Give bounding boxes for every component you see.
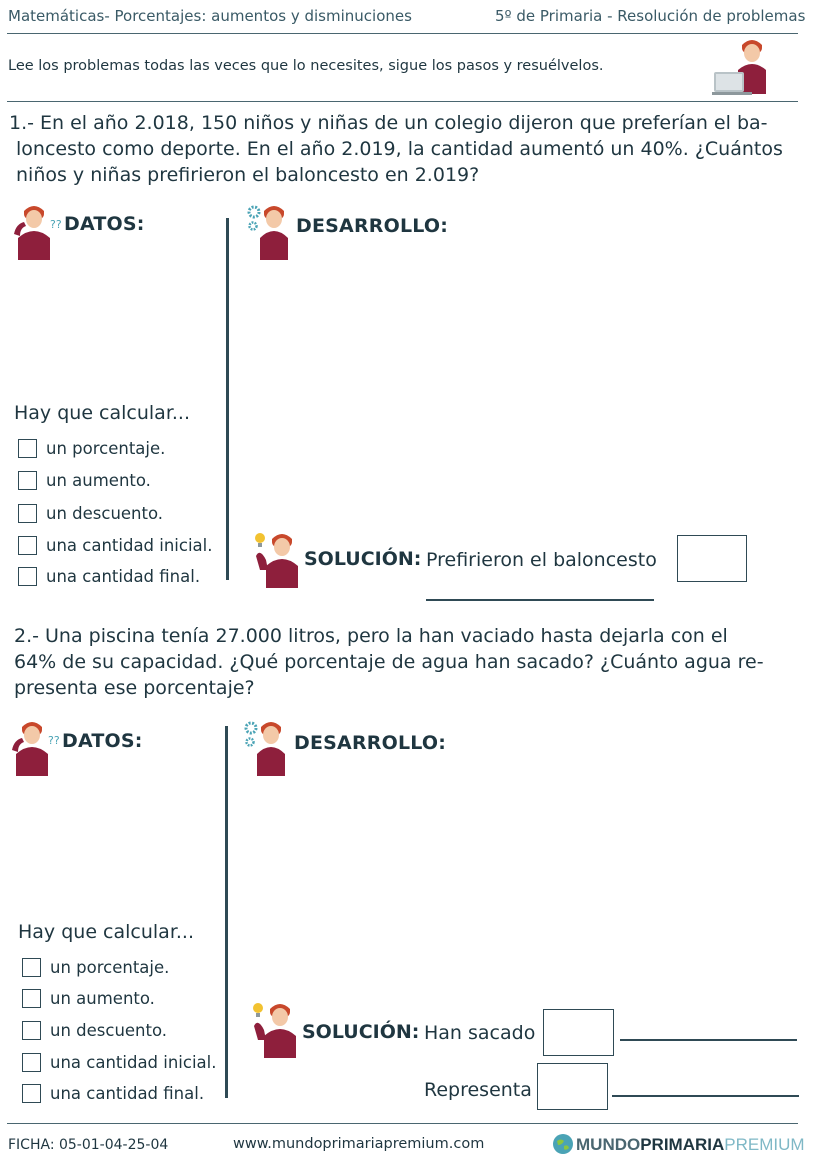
option-aumento-1[interactable]: un aumento. — [18, 469, 151, 491]
checkbox[interactable] — [18, 439, 37, 458]
option-porcentaje-2[interactable]: un porcentaje. — [22, 956, 169, 978]
header-subject: Matemáticas- Porcentajes: aumentos y disminuciones — [8, 7, 412, 25]
problem1-line2: loncesto como deporte. En el año 2.019, la cantidad aumentó un 40%. ¿Cuántos — [16, 138, 783, 160]
header-level: 5º de Primaria - Resolución de problemas — [495, 7, 806, 25]
desarrollo-heading-2: DESARROLLO: — [294, 732, 447, 754]
lightbulb-student-icon — [252, 530, 298, 588]
checkbox[interactable] — [18, 567, 37, 586]
column-divider-2 — [225, 726, 228, 1098]
problem1-line3: niños y niñas prefirieron el baloncesto en 2.019? — [16, 164, 480, 186]
footer-divider — [7, 1123, 798, 1124]
checkbox[interactable] — [18, 471, 37, 490]
gear-student-icon — [243, 720, 287, 776]
brand-primaria: PRIMARIA — [640, 1135, 725, 1154]
brand-logo — [576, 1135, 805, 1155]
checkbox[interactable] — [22, 1084, 41, 1103]
lightbulb-student-icon — [250, 1000, 296, 1058]
option-cantidad-final-2[interactable]: una cantidad final. — [22, 1082, 204, 1104]
checkbox[interactable] — [22, 958, 41, 977]
brand-premium: PREMIUM — [724, 1135, 805, 1154]
answer-line-1[interactable] — [426, 599, 654, 601]
option-descuento-1[interactable]: un descuento. — [18, 502, 163, 524]
brand-mundo: MUNDO — [576, 1135, 641, 1154]
option-porcentaje-1[interactable]: un porcentaje. — [18, 437, 165, 459]
option-aumento-2[interactable]: un aumento. — [22, 987, 155, 1009]
checkbox[interactable] — [18, 536, 37, 555]
option-cantidad-inicial-1[interactable]: una cantidad inicial. — [18, 534, 213, 556]
answer-line-han-sacado[interactable] — [620, 1039, 797, 1041]
answer-box-1[interactable] — [677, 535, 747, 582]
option-cantidad-final-1[interactable]: una cantidad final. — [18, 565, 200, 587]
gear-student-icon — [246, 204, 290, 260]
globe-logo-icon — [552, 1133, 574, 1159]
problem1-line1: 1.- En el año 2.018, 150 niños y niñas de un colegio dijeron que preferían el ba- — [9, 112, 768, 134]
answer-text-1: Prefirieron el baloncesto — [426, 549, 657, 571]
footer-url[interactable]: www.mundoprimariapremium.com — [233, 1136, 485, 1152]
option-cantidad-inicial-2[interactable]: una cantidad inicial. — [22, 1051, 217, 1073]
hay-que-calcular-2: Hay que calcular... — [18, 921, 195, 943]
hay-que-calcular-1: Hay que calcular... — [14, 402, 191, 424]
answer-text-han-sacado: Han sacado — [424, 1022, 536, 1044]
option-descuento-2[interactable]: un descuento. — [22, 1019, 167, 1041]
checkbox[interactable] — [22, 989, 41, 1008]
problem2-line2: 64% de su capacidad. ¿Qué porcentaje de agua han sacado? ¿Cuánto agua re- — [14, 651, 764, 673]
ficha-code: FICHA: 05-01-04-25-04 — [8, 1137, 169, 1153]
checkbox[interactable] — [22, 1021, 41, 1040]
svg-text:??: ?? — [50, 218, 62, 231]
problem2-line1: 2.- Una piscina tenía 27.000 litros, pero la han vaciado hasta dejarla con el — [14, 625, 728, 647]
answer-line-representa[interactable] — [612, 1095, 799, 1097]
instructions-divider — [7, 101, 798, 102]
datos-heading-1: DATOS: — [64, 213, 145, 235]
desarrollo-heading-1: DESARROLLO: — [296, 215, 449, 237]
column-divider-1 — [226, 218, 229, 580]
answer-box-han-sacado[interactable] — [543, 1009, 614, 1056]
datos-heading-2: DATOS: — [62, 730, 143, 752]
thinking-student-icon — [10, 720, 62, 776]
answer-text-representa: Representa — [424, 1079, 532, 1101]
thinking-student-icon — [12, 204, 64, 260]
checkbox[interactable] — [18, 504, 37, 523]
header-divider — [7, 33, 798, 34]
solucion-label-2: SOLUCIÓN: — [302, 1021, 420, 1043]
student-laptop-illustration — [712, 36, 772, 98]
answer-box-representa[interactable] — [537, 1063, 608, 1110]
instructions: Lee los problemas todas las veces que lo necesites, sigue los pasos y resuélvelos. — [8, 58, 604, 74]
problem2-line3: presenta ese porcentaje? — [14, 677, 255, 699]
solucion-label-1: SOLUCIÓN: — [304, 548, 422, 570]
svg-text:??: ?? — [48, 734, 60, 747]
checkbox[interactable] — [22, 1053, 41, 1072]
